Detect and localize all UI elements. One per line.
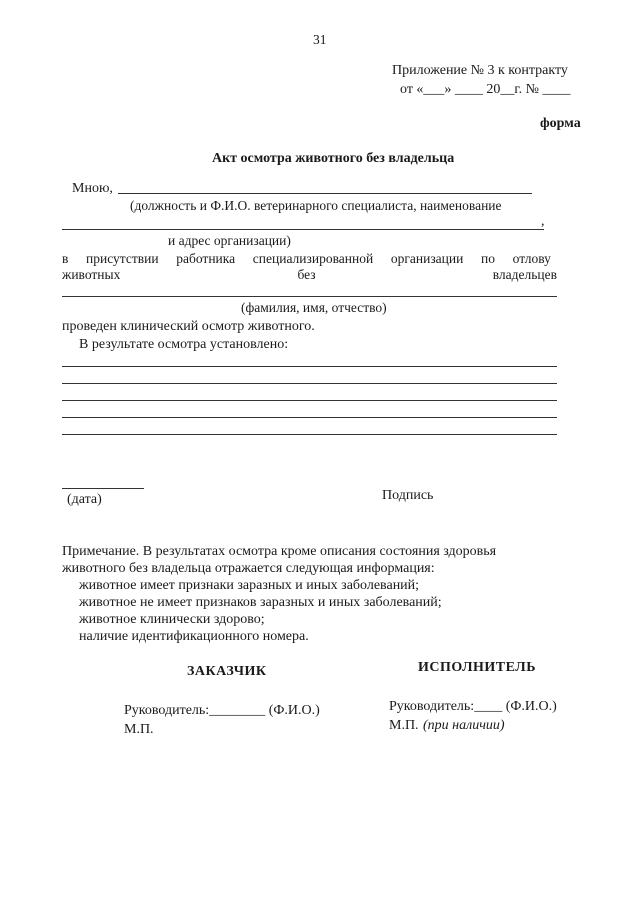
- presence-word: организации: [390, 251, 464, 266]
- date-label: (дата): [67, 492, 102, 507]
- appendix-line-2: от «___» ____ 20__г. № ____: [400, 82, 571, 97]
- customer-stamp: М.П.: [124, 722, 154, 737]
- specialist-line: [118, 193, 532, 194]
- hint-name: (фамилия, имя, отчество): [241, 300, 387, 315]
- hint-address: и адрес организации): [168, 233, 291, 248]
- presence-word: присутствии: [86, 251, 159, 266]
- comma: ,: [541, 214, 545, 229]
- result-line: [62, 366, 557, 367]
- conducted-text: проведен клинический осмотр животного.: [62, 319, 315, 334]
- result-text: В результате осмотра установлено:: [79, 337, 289, 352]
- note-line-1: Примечание. В результатах осмотра кроме описания состояния здоровья: [62, 544, 497, 559]
- result-line: [62, 383, 557, 384]
- presence-word: отлову: [512, 251, 551, 266]
- presence-word: в: [62, 251, 69, 266]
- contractor-stamp-note: (при наличии): [423, 718, 505, 733]
- note-line-2: животного без владельца отражается следующая информация:: [62, 561, 435, 576]
- witness-name-line: [62, 296, 557, 297]
- result-line: [62, 434, 557, 435]
- presence-word: специализированной: [252, 251, 374, 266]
- presence-word: без: [297, 267, 316, 282]
- customer-heading: ЗАКАЗЧИК: [187, 664, 267, 679]
- document-title: Акт осмотра животного без владельца: [212, 151, 455, 166]
- hint-position: (должность и Ф.И.О. ветеринарного специалиста, наименование: [130, 198, 502, 213]
- presence-line-1: [62, 252, 551, 266]
- presence-word: владельцев: [492, 267, 557, 282]
- date-line: [62, 488, 144, 489]
- contractor-head-label: Руководитель:____ (Ф.И.О.): [389, 699, 557, 714]
- note-item: животное имеет признаки заразных и иных заболеваний;: [79, 578, 420, 593]
- note-item: животное не имеет признаков заразных и иных заболеваний;: [79, 595, 442, 610]
- by-me-label: Мною,: [72, 181, 113, 196]
- customer-head-label: Руководитель:________ (Ф.И.О.): [124, 703, 320, 718]
- result-line: [62, 400, 557, 401]
- organization-line: [62, 229, 544, 230]
- presence-word: по: [480, 251, 495, 266]
- note-item: наличие идентификационного номера.: [79, 629, 309, 644]
- signature-label: Подпись: [382, 488, 434, 503]
- contractor-heading: ИСПОЛНИТЕЛЬ: [418, 660, 536, 675]
- result-line: [62, 417, 557, 418]
- presence-line-2: [62, 268, 557, 282]
- form-label: форма: [540, 116, 581, 131]
- presence-word: животных: [62, 267, 121, 282]
- appendix-line-1: Приложение № 3 к контракту: [392, 63, 568, 78]
- page-number: 31: [313, 32, 327, 47]
- note-item: животное клинически здорово;: [79, 612, 265, 627]
- contractor-stamp: М.П.: [389, 718, 419, 733]
- presence-word: работника: [176, 251, 236, 266]
